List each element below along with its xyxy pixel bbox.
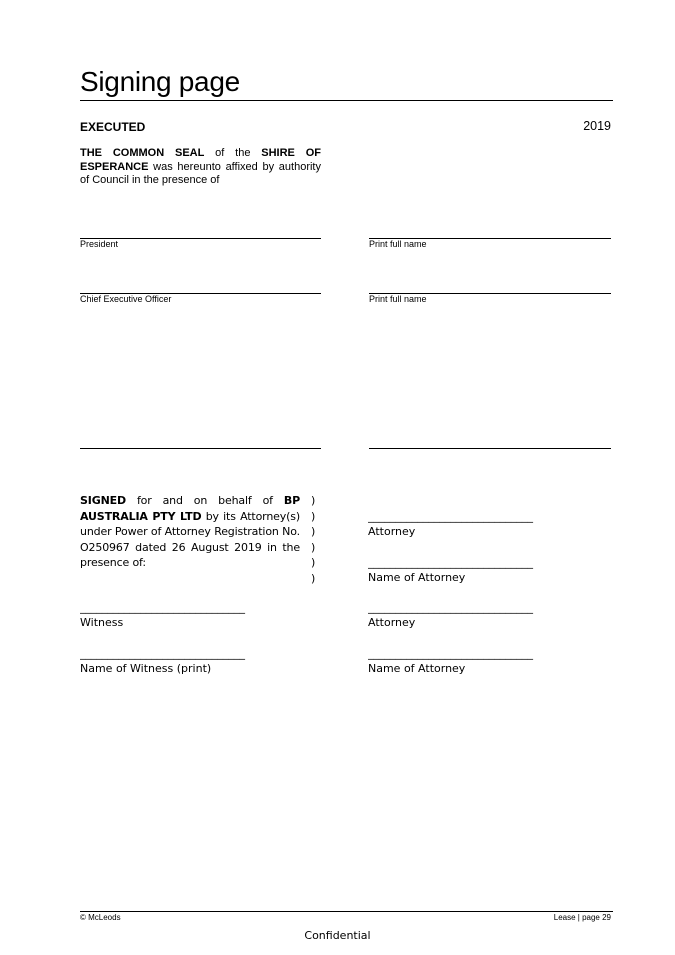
shire-name-bold: SHIRE OF ESPERANCE xyxy=(80,147,322,173)
footer-page-number: Lease | page 29 xyxy=(553,913,611,922)
name-of-attorney-1-label: Name of Attorney xyxy=(368,571,466,584)
title-divider xyxy=(80,100,613,101)
name-of-attorney-2-label: Name of Attorney xyxy=(368,662,466,675)
execution-year: 2019 xyxy=(583,119,611,133)
attorney-1-signature-line[interactable]: ______________________________ xyxy=(368,510,533,523)
bracket: ) xyxy=(311,556,316,569)
executed-label: EXECUTED xyxy=(80,120,146,134)
ceo-label: Chief Executive Officer xyxy=(80,294,172,304)
witness-name-line[interactable]: ______________________________ xyxy=(80,647,245,660)
footer-divider xyxy=(80,911,613,912)
bp-name-bold: BP AUSTRALIA PTY LTD xyxy=(80,494,300,523)
bracket: ) xyxy=(311,571,316,585)
bp-execution-paragraph xyxy=(80,493,300,571)
print-full-name-label-1: Print full name xyxy=(369,239,427,249)
blank-line-right xyxy=(369,448,611,449)
bracket: ) xyxy=(311,509,316,523)
bp-text-1: for and on behalf of xyxy=(126,494,284,507)
attorney-1-name-line[interactable]: ______________________________ xyxy=(368,556,533,569)
attorney-2-name-line[interactable]: ______________________________ xyxy=(368,647,533,660)
attorney-1-label: Attorney xyxy=(368,525,416,538)
bracket-column xyxy=(311,493,315,586)
bracket: ) xyxy=(311,494,316,507)
bracket: ) xyxy=(311,540,316,554)
president-label: President xyxy=(80,239,119,249)
attorney-2-signature-line[interactable]: ______________________________ xyxy=(368,601,533,614)
blank-line-left xyxy=(80,448,321,449)
bp-text-2: by its Attorney(s) under Power of Attorney Registration No. O250967 dated 26 August 2019 in the presence of: xyxy=(80,509,300,569)
page-title: Signing page xyxy=(80,66,240,97)
confidential-mark: Confidential xyxy=(304,929,371,942)
footer-copyright: © McLeods xyxy=(80,913,121,922)
common-seal-text-1: of the xyxy=(204,147,262,159)
common-seal-bold: THE COMMON SEAL xyxy=(80,147,205,159)
bracket: ) xyxy=(311,525,316,538)
common-seal-paragraph xyxy=(80,147,321,188)
witness-signature-line[interactable]: ______________________________ xyxy=(80,601,245,614)
attorney-2-label: Attorney xyxy=(368,616,416,629)
witness-label: Witness xyxy=(80,616,124,629)
name-of-witness-label: Name of Witness (print) xyxy=(80,662,212,675)
signed-bold: SIGNED xyxy=(80,494,126,507)
print-full-name-label-2: Print full name xyxy=(369,294,427,304)
common-seal-text-2: was hereunto affixed by authority of Council in the presence of xyxy=(80,160,321,186)
